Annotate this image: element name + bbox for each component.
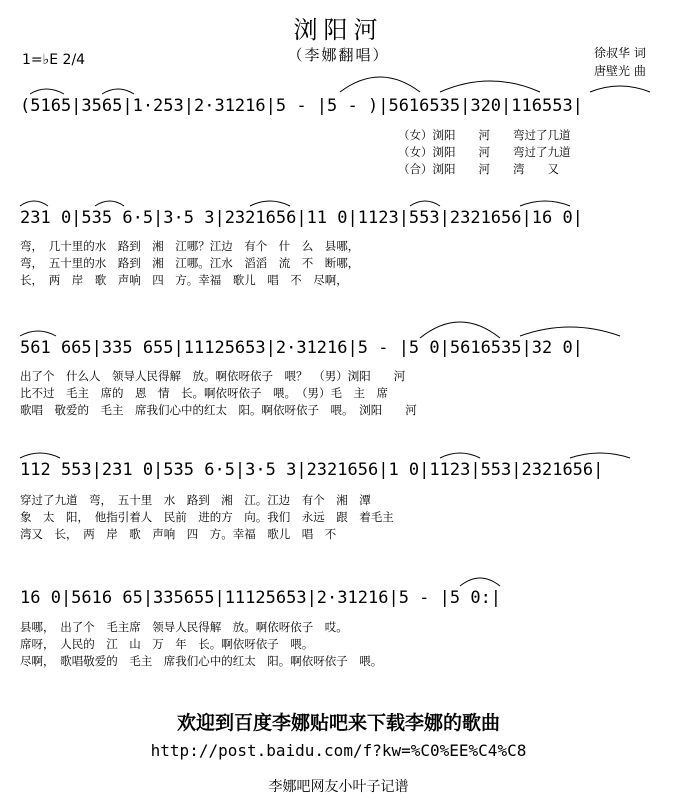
notation-line-4: 112 553|231 0|535 6·5|3·5 3|2321656|1 0|1123|553|2321656| — [20, 460, 604, 480]
notation-line-2: 231 0|535 6·5|3·5 3|2321656|11 0|1123|553|2321656|16 0| — [20, 208, 583, 228]
lyric-line-4-1: 穿过了九道 弯， 五十里 水 路到 湘 江。江边 有个 湘 潭 — [20, 493, 371, 507]
footer-url[interactable]: http://post.baidu.com/f?kw=%C0%EE%C4%C8 — [150, 741, 527, 760]
lyric-line-1-2: （女）浏阳 河 弯过了九道 — [398, 145, 571, 159]
key-signature: 1=♭E 2/4 — [22, 52, 86, 68]
lyric-line-5-2: 席呀， 人民的 江 山 万 年 长。啊依呀依子 喂。 — [20, 637, 314, 651]
lyricist-credit: 徐叔华 词 — [594, 46, 646, 60]
footer-credit: 李娜吧网友小叶子记谱 — [268, 779, 409, 795]
lyric-line-1-3: （合）浏阳 河 湾 又 — [398, 162, 559, 176]
song-title: 浏阳河 — [293, 16, 384, 44]
notation-line-5: 16 0|5616 65|335655|11125653|2·31216|5 - |5 0:| — [20, 588, 502, 608]
song-subtitle: （李娜翻唱） — [287, 46, 390, 64]
lyric-line-3-2: 比不过 毛主 席的 恩 情 长。啊依呀依子 喂。 （男）毛 主 席 — [20, 386, 388, 400]
notation-line-3: 561 665|335 655|11125653|2·31216|5 - |5 0|5616535|32 0| — [20, 338, 583, 358]
lyric-line-3-1: 出了个 什么人 领导人民得解 放。啊依呀依子 喂？ （男）浏阳 河 — [20, 369, 406, 383]
lyric-line-2-3: 长， 两 岸 歌 声响 四 方。幸福 歌儿 唱 不 尽啊， — [20, 273, 348, 287]
notation-line-1: (5165|3565|1·253|2·31216|5 - |5 - )|5616535|320|116553| — [20, 96, 583, 116]
lyric-line-4-2: 象 太 阳， 他指引着人 民前 进的方 向。我们 永远 跟 着毛主 — [20, 510, 394, 524]
footer-welcome: 欢迎到百度李娜贴吧来下载李娜的歌曲 — [176, 712, 500, 734]
lyric-line-5-3: 尽啊， 歌唱敬爱的 毛主 席我们心中的红太 阳。啊依呀依子 喂。 — [20, 654, 383, 668]
lyric-line-1-1: （女）浏阳 河 弯过了几道 — [398, 128, 571, 142]
composer-credit: 唐壁光 曲 — [594, 64, 646, 78]
lyric-line-3-3: 歌唱 敬爱的 毛主 席我们心中的红太 阳。啊依呀依子 喂。 浏阳 河 — [20, 403, 417, 417]
lyric-line-2-1: 弯， 几十里的水 路到 湘 江哪？江边 有个 什 么 县哪， — [20, 239, 360, 253]
lyric-line-5-1: 县哪， 出了个 毛主席 领导人民得解 放。啊依呀依子 哎。 — [20, 620, 348, 634]
lyric-line-4-3: 湾又 长， 两 岸 歌 声响 四 方。幸福 歌儿 唱 不 — [20, 527, 337, 541]
lyric-line-2-2: 弯， 五十里的水 路到 湘 江哪。江水 滔滔 流 不 断哪， — [20, 256, 360, 270]
